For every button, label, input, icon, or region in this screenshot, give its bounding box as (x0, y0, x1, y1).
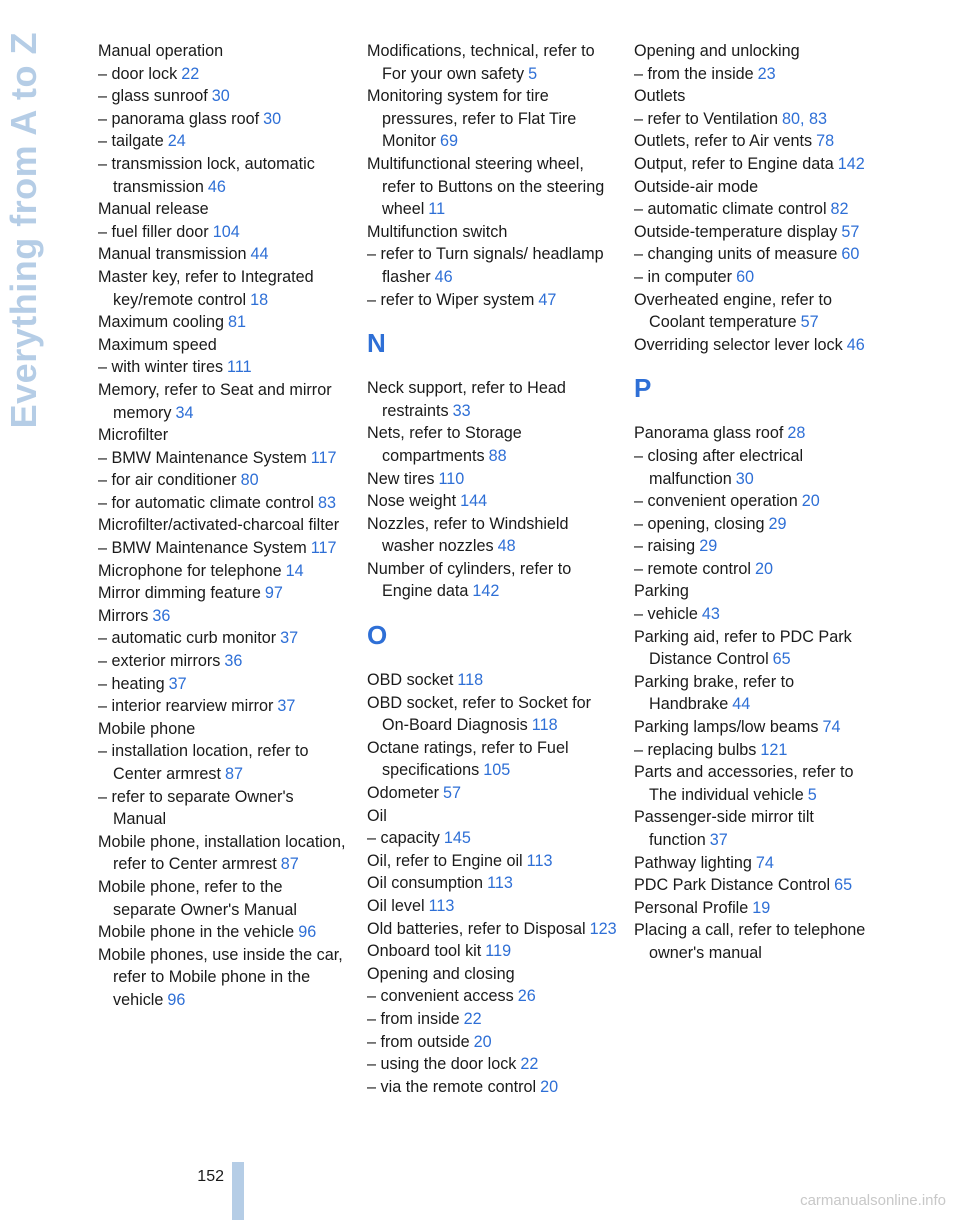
page-reference-link[interactable]: 65 (834, 876, 853, 895)
page-reference-link[interactable]: 46 (207, 177, 226, 196)
page-reference-link[interactable]: 5 (528, 64, 538, 83)
index-entry-text: Manual release (98, 200, 209, 219)
index-entry-text: – BMW Maintenance System (98, 448, 307, 467)
index-entry (367, 1008, 617, 1031)
index-entry-text: Mobile phone, refer to the separate Owner's Manual (98, 877, 297, 919)
index-entry-text: Personal Profile (634, 898, 749, 917)
page-reference-link[interactable]: 37 (168, 674, 187, 693)
index-entry (634, 221, 884, 244)
index-entry (98, 718, 348, 741)
page-reference-link[interactable]: 142 (472, 582, 500, 601)
index-entry-text: – refer to separate Owner's Manual (98, 787, 294, 829)
index-entry (634, 580, 884, 603)
index-entry-text: Pathway lighting (634, 853, 752, 872)
page-reference-link[interactable]: 81 (227, 313, 246, 332)
side-title-text: Everything from A to Z (3, 31, 44, 429)
page-reference-link[interactable]: 30 (211, 87, 230, 106)
section-letter: N (367, 328, 386, 359)
index-entry-text: Master key, refer to Integrated key/remote control (98, 267, 314, 309)
index-entry-text: Mobile phone (98, 719, 196, 738)
page-reference-link[interactable]: 117 (310, 448, 337, 467)
index-entry (98, 243, 348, 266)
index-entry (367, 669, 617, 692)
index-entry-text: Microfilter (98, 426, 169, 445)
index-entry-text: – replacing bulbs (634, 740, 757, 759)
page-reference-link[interactable]: 29 (768, 514, 787, 533)
index-entry-text: Multifunctional steering wheel, refer to Buttons on the steering wheel (367, 154, 605, 219)
page-reference-link[interactable]: 117 (310, 539, 337, 558)
index-entry (98, 605, 348, 628)
page-reference-link[interactable]: 24 (167, 132, 186, 151)
page-reference-link[interactable]: 80 (240, 471, 259, 490)
index-entry-text: Parking lamps/low beams (634, 718, 819, 737)
page-reference-link[interactable]: 121 (760, 740, 788, 759)
index-entry-text: – installation location, refer to Center armrest (98, 742, 309, 783)
index-entry-text: – changing units of measure (634, 245, 838, 264)
page-reference-link[interactable]: 22 (520, 1055, 539, 1074)
index-entry-text: Parking (634, 582, 689, 601)
page-reference-link[interactable]: 46 (846, 335, 865, 354)
index-entry-text: New tires (367, 469, 435, 488)
index-entry-text: Passenger-side mirror tilt function (634, 808, 814, 849)
index-entry (634, 130, 884, 153)
index-entry (98, 153, 348, 198)
index-entry (367, 692, 617, 737)
index-entry (367, 985, 617, 1008)
index-entry-text: Oil consumption (367, 874, 484, 893)
page-reference-link[interactable]: 113 (428, 897, 455, 915)
index-entry-text: Opening and unlocking (634, 42, 800, 60)
page-reference-link[interactable]: 97 (264, 584, 283, 603)
index-entry (98, 537, 348, 560)
index-entry (98, 130, 348, 153)
index-entry-text: Outlets (634, 87, 686, 106)
page-reference-link[interactable]: 111 (227, 358, 252, 377)
index-entry (98, 447, 348, 470)
index-entry (98, 560, 348, 583)
index-entry-text: – from the inside (634, 64, 754, 83)
index-entry (634, 558, 884, 581)
index-entry-text: OBD socket (367, 671, 454, 690)
index-entry (367, 490, 617, 513)
index-entry-text: – capacity (367, 829, 440, 848)
index-entry-text: – convenient access (367, 987, 514, 1006)
index-entry (634, 897, 884, 920)
page-reference-link[interactable]: 57 (841, 222, 860, 241)
index-entry-text: – interior rearview mirror (98, 697, 274, 716)
index-entry (634, 490, 884, 513)
index-entry-text: – refer to Turn signals/ headlamp flasher (367, 245, 604, 286)
index-entry-text: Microfilter/activated-charcoal filter (98, 516, 340, 535)
index-entry (98, 876, 348, 921)
page-reference-link[interactable]: 145 (443, 829, 471, 848)
page-reference-link[interactable]: 57 (800, 313, 819, 332)
page-reference-link[interactable]: 113 (526, 851, 553, 870)
page-reference-link[interactable]: 123 (589, 919, 617, 938)
page-reference-link[interactable]: 43 (701, 605, 720, 624)
index-entry (98, 831, 348, 876)
index-entry-text: – with winter tires (98, 358, 224, 377)
page-reference-link[interactable]: 26 (517, 987, 536, 1006)
index-entry-text: Maximum cooling (98, 313, 224, 332)
page-reference-link[interactable]: 83 (317, 493, 336, 512)
index-entry-text: Outside-temperature display (634, 222, 838, 241)
index-entry (634, 513, 884, 536)
index-entry-text: Mobile phone in the vehicle (98, 923, 295, 942)
page-reference-link[interactable]: 20 (540, 1077, 559, 1096)
index-entry (367, 558, 617, 603)
index-entry (367, 1031, 617, 1054)
index-entry-text: Mobile phone, installation location, refer to Center armrest (98, 832, 346, 874)
index-entry-text: Number of cylinders, refer to Engine data (367, 559, 572, 601)
index-entry-text: Parking aid, refer to PDC Park Distance Control (634, 627, 852, 669)
index-entry-text: – tailgate (98, 132, 164, 151)
index-entry-text: Parts and accessories, refer to The individual vehicle (634, 763, 854, 804)
index-entry-text: – panorama glass roof (98, 109, 260, 128)
page-reference-link[interactable]: 5 (807, 785, 817, 804)
index-entry (98, 356, 348, 379)
index-entry-text: PDC Park Distance Control (634, 876, 831, 895)
index-entry-text: Manual operation (98, 42, 224, 60)
index-entry-text: – BMW Maintenance System (98, 539, 307, 558)
page-reference-link[interactable]: 44 (250, 245, 269, 264)
index-entry-text: Mirror dimming feature (98, 584, 261, 603)
index-entry-text: – vehicle (634, 605, 698, 624)
page-reference-link[interactable]: 119 (485, 942, 512, 961)
index-entry-text: – for air conditioner (98, 471, 237, 490)
page-reference-link[interactable]: 23 (757, 64, 776, 83)
page-reference-link[interactable]: 60 (841, 245, 860, 264)
index-entry-text: Overriding selector lever lock (634, 335, 843, 354)
index-entry (98, 334, 348, 357)
index-entry-text: Onboard tool kit (367, 942, 482, 961)
page-reference-link[interactable]: 74 (822, 718, 841, 737)
page-reference-link[interactable]: 74 (755, 853, 774, 872)
index-entry-text: – for automatic climate control (98, 493, 314, 512)
index-entry-text: – refer to Wiper system (367, 290, 535, 309)
page-reference-link[interactable]: 20 (473, 1032, 492, 1051)
index-entry (634, 334, 884, 357)
page-reference-link[interactable]: 87 (224, 765, 243, 783)
index-entry (98, 695, 348, 718)
index-entry (634, 626, 884, 671)
index-entry (98, 514, 348, 537)
index-entry (634, 422, 884, 445)
index-entry (98, 311, 348, 334)
page-reference-link[interactable]: 14 (285, 561, 304, 580)
index-entry-text: Nets, refer to Storage compartments (367, 424, 522, 465)
page-reference-link[interactable]: 82 (830, 200, 849, 219)
index-entry-text: Maximum speed (98, 335, 217, 354)
page-reference-link[interactable]: 96 (167, 990, 186, 1009)
index-entry (367, 737, 617, 782)
page-number: 152 (197, 1168, 224, 1185)
page-reference-link[interactable]: 110 (438, 469, 465, 488)
index-entry (634, 761, 884, 806)
page-reference-link[interactable]: 28 (787, 424, 806, 443)
page-reference-link[interactable]: 78 (816, 132, 835, 151)
page-reference-link[interactable]: 20 (801, 492, 820, 511)
index-entry (367, 289, 617, 312)
index-entry (98, 492, 348, 515)
index-entry-text: Old batteries, refer to Disposal (367, 919, 586, 938)
page-reference-link[interactable]: 46 (434, 267, 453, 286)
index-entry-text: Panorama glass roof (634, 424, 784, 443)
index-entry (634, 919, 884, 964)
index-entry (634, 85, 884, 108)
index-entry (98, 673, 348, 696)
index-entry (367, 963, 617, 986)
page-reference-link[interactable]: 69 (439, 132, 458, 151)
index-entry (634, 153, 884, 176)
index-entry (634, 108, 884, 131)
index-entry-text: – glass sunroof (98, 87, 208, 106)
index-entry-text: Microphone for telephone (98, 561, 282, 580)
page-reference-link[interactable]: 104 (212, 222, 240, 241)
index-entry (367, 243, 617, 288)
index-entry (634, 243, 884, 266)
index-entry-text: Mobile phones, use inside the car, refer to Mobile phone in the vehicle (98, 945, 343, 1009)
index-entry-text: Mirrors (98, 606, 149, 625)
index-entry (634, 716, 884, 739)
index-entry (634, 40, 884, 63)
page-reference-link[interactable]: 87 (280, 855, 299, 874)
index-entry-text: – opening, closing (634, 514, 765, 533)
index-entry (634, 852, 884, 875)
index-entry (634, 739, 884, 762)
index-entry (367, 1076, 617, 1099)
index-entry (367, 895, 617, 918)
page-reference-link[interactable]: 65 (772, 650, 791, 669)
index-entry (98, 266, 348, 311)
page-reference-link[interactable]: 118 (457, 671, 484, 690)
index-entry-text: – fuel filler door (98, 222, 209, 241)
page-reference-link[interactable]: 144 (460, 492, 488, 511)
page-reference-link[interactable]: 36 (224, 652, 243, 671)
index-entry (98, 469, 348, 492)
index-entry-text: Oil level (367, 897, 425, 915)
index-entry (98, 198, 348, 221)
section-letter: O (367, 620, 388, 651)
page-reference-link[interactable]: 19 (752, 898, 771, 917)
index-entry-text: – door lock (98, 64, 178, 83)
index-entry-text: Oil, refer to Engine oil (367, 851, 523, 870)
index-entry (634, 535, 884, 558)
index-entry (634, 874, 884, 897)
index-entry (98, 221, 348, 244)
index-entry (98, 63, 348, 86)
index-entry-text: Outside-air mode (634, 177, 759, 196)
index-entry (367, 782, 617, 805)
index-entry-text: Multifunction switch (367, 222, 508, 241)
page-reference-link[interactable]: 96 (298, 923, 317, 942)
index-entry (367, 940, 617, 963)
index-entry-text: Opening and closing (367, 964, 515, 983)
index-column-2 (367, 40, 617, 1098)
index-entry-text: – in computer (634, 267, 733, 286)
index-entry (367, 40, 617, 85)
page-reference-link[interactable]: 20 (754, 559, 773, 578)
page-reference-link[interactable]: 34 (175, 403, 194, 422)
page-reference-link[interactable]: 11 (428, 200, 446, 219)
index-entry-text: Nose weight (367, 492, 457, 511)
index-entry (367, 918, 617, 941)
index-entry (367, 377, 617, 422)
index-entry (98, 921, 348, 944)
section-letter: P (634, 373, 652, 404)
index-entry (367, 468, 617, 491)
page-reference-link[interactable]: 29 (699, 537, 718, 556)
index-entry-text: – via the remote control (367, 1077, 537, 1096)
page-reference-link[interactable]: 30 (735, 469, 754, 488)
index-entry-text: Output, refer to Engine data (634, 154, 834, 173)
index-entry (634, 289, 884, 334)
index-entry-text: Nozzles, refer to Windshield washer nozzles (367, 514, 569, 556)
page-reference-link[interactable]: 142 (837, 154, 865, 173)
index-entry (634, 266, 884, 289)
page-reference-link[interactable]: 30 (263, 109, 282, 128)
index-entry-text: – using the door lock (367, 1055, 517, 1074)
index-entry (367, 85, 617, 153)
index-entry (98, 740, 348, 785)
index-entry-text: Modifications, technical, refer to For your own safety (367, 42, 595, 83)
index-entry (634, 176, 884, 199)
index-entry-text: – automatic curb monitor (98, 629, 277, 648)
index-entry-text: – remote control (634, 559, 751, 578)
side-title (3, 31, 44, 429)
page-reference-link[interactable]: 22 (463, 1009, 482, 1028)
index-entry-text: – from inside (367, 1009, 460, 1028)
index-entry (367, 1053, 617, 1076)
index-entry-text: Octane ratings, refer to Fuel specifications (367, 738, 569, 780)
index-entry-text: – convenient operation (634, 492, 798, 511)
index-entry-text: Oil (367, 806, 387, 825)
index-entry-text: – transmission lock, automatic transmission (98, 154, 315, 196)
index-entry (98, 650, 348, 673)
index-entry (98, 944, 348, 1012)
index-entry (98, 627, 348, 650)
index-entry (634, 806, 884, 851)
index-entry (98, 786, 348, 831)
index-entry (367, 805, 617, 828)
index-entry-text: – heating (98, 674, 165, 693)
index-entry (634, 445, 884, 490)
index-entry (634, 63, 884, 86)
index-entry (367, 827, 617, 850)
page-reference-link[interactable]: 37 (709, 831, 728, 849)
index-entry (634, 671, 884, 716)
page-reference-link[interactable]: 37 (277, 697, 296, 716)
index-entry-text: – raising (634, 537, 696, 556)
page-reference-link[interactable]: 48 (497, 537, 516, 556)
page-reference-link[interactable]: 88 (488, 446, 507, 465)
index-entry (98, 85, 348, 108)
index-column-1 (98, 40, 348, 1012)
index-entry (634, 198, 884, 221)
index-entry-text: – closing after electrical malfunction (634, 446, 804, 488)
index-entry-text: Odometer (367, 784, 439, 803)
index-entry (367, 513, 617, 558)
index-entry-text: – from outside (367, 1032, 470, 1051)
index-entry-text: Overheated engine, refer to Coolant temperature (634, 290, 832, 332)
index-entry-text: – automatic climate control (634, 200, 827, 219)
index-entry (98, 424, 348, 447)
index-entry (367, 872, 617, 895)
page-reference-link[interactable]: 37 (280, 629, 299, 648)
index-entry-text: – refer to Ventilation (634, 109, 778, 128)
index-column-3 (634, 40, 884, 965)
page-reference-link[interactable]: 80, 83 (781, 109, 827, 128)
index-entry (367, 850, 617, 873)
index-entry (98, 582, 348, 605)
page-reference-link[interactable]: 36 (152, 606, 171, 625)
index-entry (98, 379, 348, 424)
index-entry-text: – exterior mirrors (98, 652, 221, 671)
index-entry-text: Manual transmission (98, 245, 247, 264)
index-entry-text: Outlets, refer to Air vents (634, 132, 813, 151)
index-entry (367, 153, 617, 221)
page-reference-link[interactable]: 118 (531, 716, 558, 735)
page-reference-link[interactable]: 33 (452, 401, 471, 420)
index-entry-text: Neck support, refer to Head restraints (367, 379, 566, 420)
index-entry (634, 603, 884, 626)
page-reference-link[interactable]: 113 (487, 874, 513, 893)
page-reference-link[interactable]: 22 (181, 64, 200, 83)
index-entry-text: Placing a call, refer to telephone owner's manual (634, 921, 866, 962)
index-entry-text: OBD socket, refer to Socket for On-Board Diagnosis (367, 693, 592, 735)
page-reference-link[interactable]: 105 (483, 761, 511, 780)
index-entry-text: Memory, refer to Seat and mirror memory (98, 380, 332, 422)
page-reference-link[interactable]: 57 (442, 784, 461, 803)
index-entry-text: Monitoring system for tire pressures, refer to Flat Tire Monitor (367, 87, 577, 151)
index-entry (98, 40, 348, 63)
watermark: carmanualsonline.info (800, 1192, 946, 1209)
index-entry (98, 108, 348, 131)
page-reference-link[interactable]: 44 (732, 695, 751, 714)
page-number-bar (232, 1162, 244, 1220)
page-reference-link[interactable]: 47 (538, 290, 557, 309)
page-reference-link[interactable]: 60 (736, 267, 755, 286)
page-reference-link[interactable]: 18 (250, 290, 269, 309)
index-entry (367, 422, 617, 467)
index-entry (367, 221, 617, 244)
index-entry-text: Parking brake, refer to Handbrake (634, 672, 795, 714)
